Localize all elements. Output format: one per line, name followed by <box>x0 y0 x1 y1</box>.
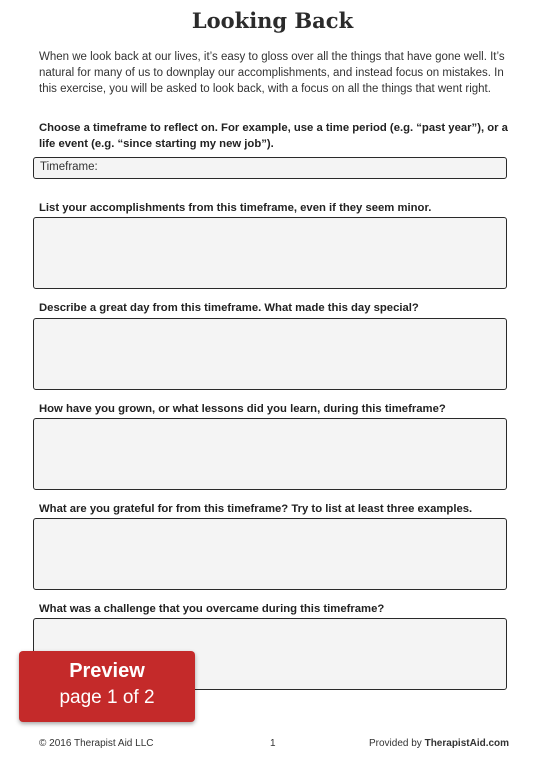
accomplishments-answer-box[interactable] <box>33 217 507 289</box>
intro-paragraph: When we look back at our lives, it’s easy to gloss over all the things that have gone well. It’s natural for many of us to downplay our accomplishments, and instead focus on mistakes. In this exercise, you will be asked to look back, with a focus on all the things that went right. <box>39 51 505 95</box>
question-challenge: What was a challenge that you overcame during this timeframe? <box>39 603 385 615</box>
footer-provided-by <box>369 738 509 749</box>
great-day-answer-box[interactable] <box>33 318 507 390</box>
footer-brand: TherapistAid.com <box>424 738 510 749</box>
question-accomplishments: List your accomplishments from this timeframe, even if they seem minor. <box>39 202 432 214</box>
footer-provided-text: Provided by <box>369 738 425 749</box>
footer-page-number: 1 <box>270 738 276 749</box>
preview-badge <box>19 651 195 722</box>
question-grateful: What are you grateful for from this timeframe? Try to list at least three examples. <box>39 503 473 515</box>
growth-answer-box[interactable] <box>33 418 507 490</box>
preview-page-indicator: page 1 of 2 <box>59 687 155 708</box>
page-title: Looking Back <box>191 8 354 33</box>
timeframe-label: Timeframe: <box>40 161 98 173</box>
footer-copyright: © 2016 Therapist Aid LLC <box>39 738 154 749</box>
timeframe-field[interactable] <box>33 157 507 179</box>
question-growth: How have you grown, or what lessons did you learn, during this timeframe? <box>39 403 446 415</box>
question-great-day: Describe a great day from this timeframe. What made this day special? <box>39 302 419 314</box>
grateful-answer-box[interactable] <box>33 518 507 590</box>
question-timeframe: Choose a timeframe to reflect on. For example, use a time period (e.g. “past year”), or a life event (e.g. “since starting my new job”). <box>39 122 508 150</box>
preview-title: Preview <box>69 660 145 682</box>
